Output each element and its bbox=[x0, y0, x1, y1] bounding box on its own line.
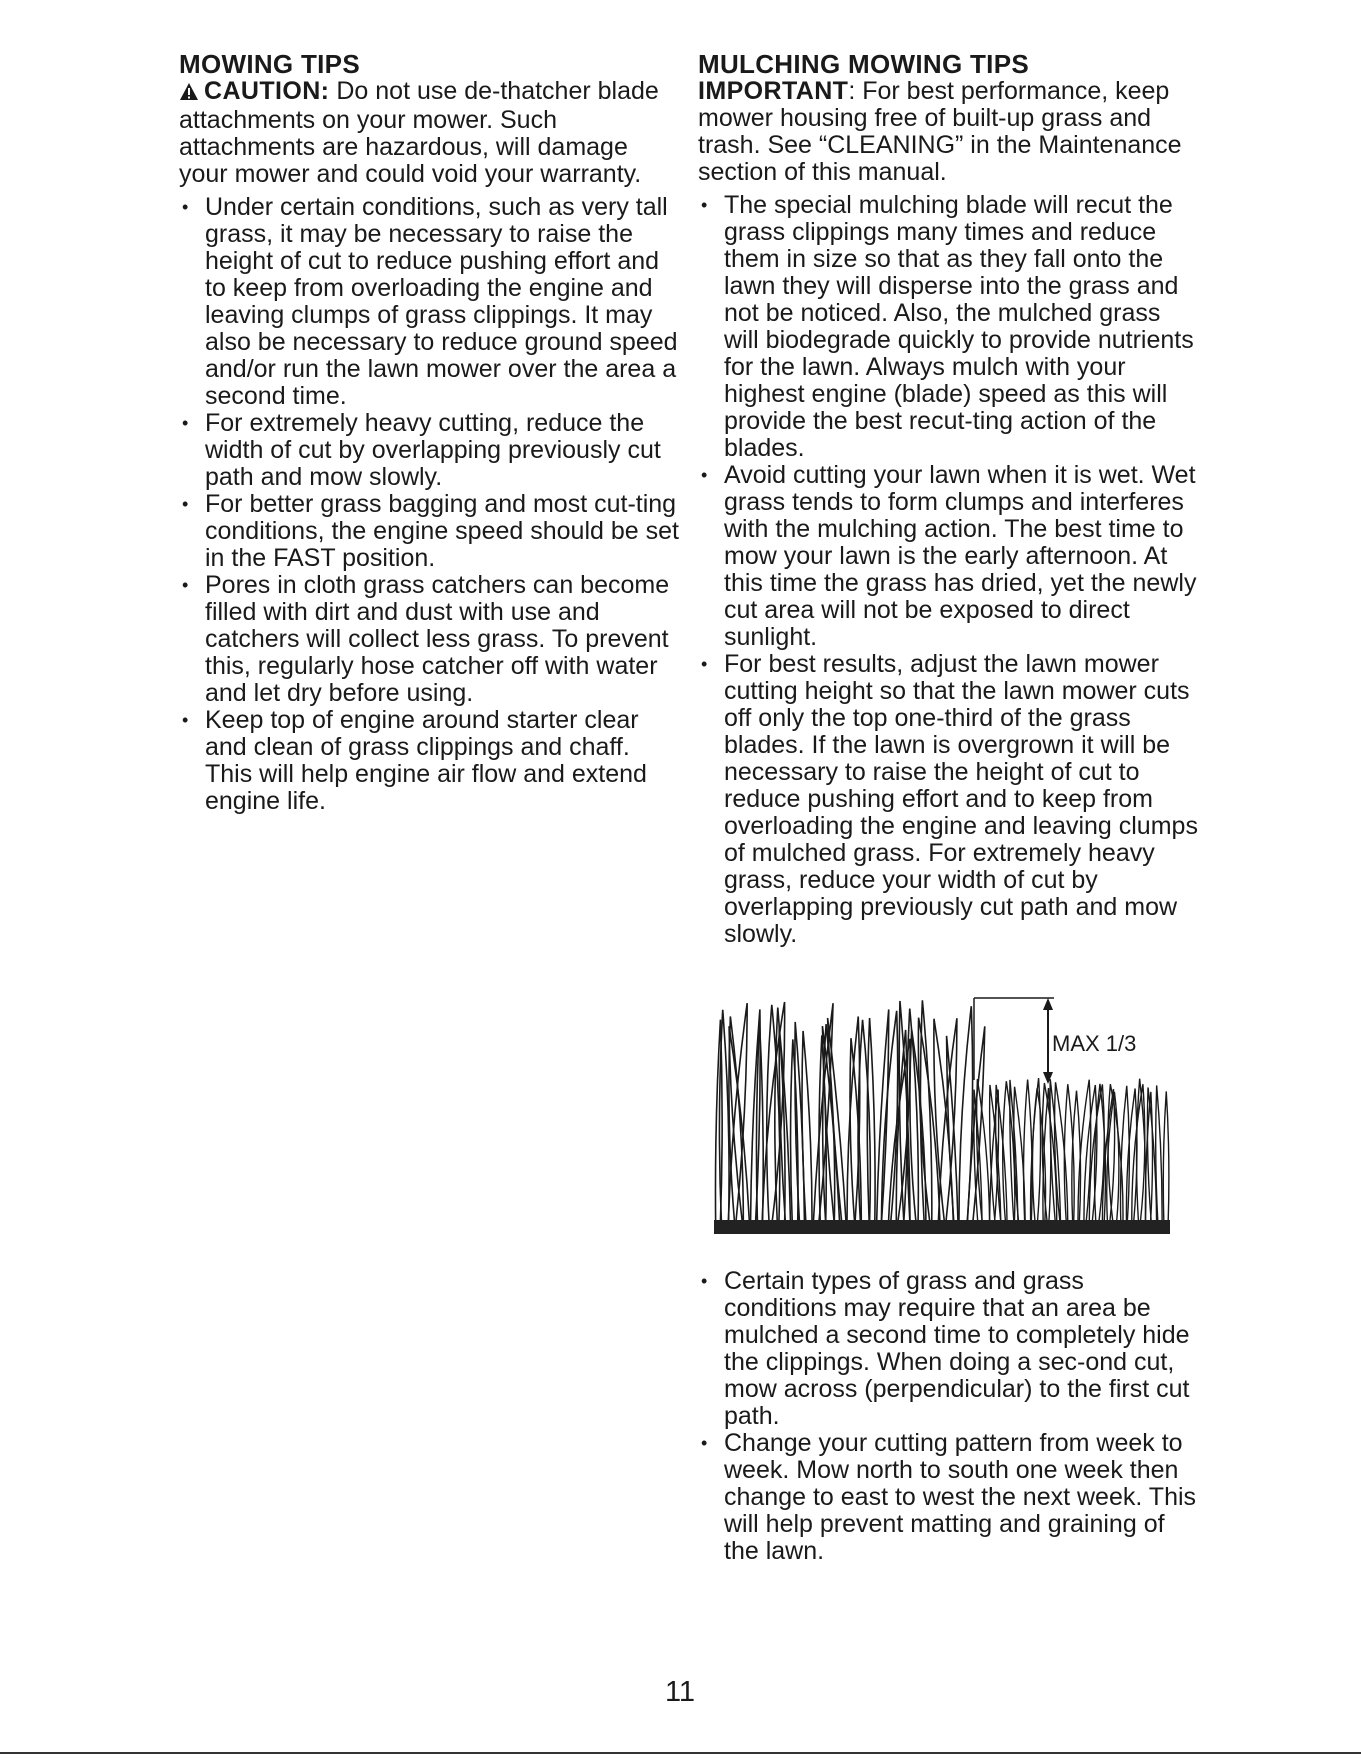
right-column-continued bbox=[698, 1268, 1198, 1565]
bullet-icon: • bbox=[701, 1433, 708, 1453]
max-one-third-label: MAX 1/3 bbox=[1052, 1031, 1137, 1056]
mowing-tips-list bbox=[179, 194, 679, 815]
mulching-tips-list-continued bbox=[698, 1268, 1198, 1565]
list-item: • For extremely heavy cutting, reduce the width of cut by overlapping previously cut path and mow slowly. bbox=[182, 409, 661, 491]
grass-illustration-svg bbox=[712, 992, 1172, 1237]
bullet-icon: • bbox=[701, 465, 708, 485]
grass-blade bbox=[762, 1002, 785, 1224]
grass-blade bbox=[1156, 1085, 1162, 1224]
list-item: • For best results, adjust the lawn mower cutting height so that the lawn mower cuts off only the top one-third of the grass blades. If the lawn is overgrown it will be necessary to raise the height of cut to reduce pushing effort and to keep from overloading the engine and leaving clumps of mulched grass. For extremely heavy grass, reduce your width of cut by overlapping previously cut path and mow slowly. bbox=[701, 650, 1198, 948]
mowing-tips-title: MOWING TIPS bbox=[179, 49, 360, 79]
bullet-icon: • bbox=[182, 710, 189, 730]
caution-text: Do not use de-thatcher blade attachments on your mower. Such attachments are hazardous, will damage your mower and could void your warranty. bbox=[179, 77, 659, 188]
arrow-down-icon bbox=[1043, 1072, 1053, 1084]
grass-blade bbox=[828, 1018, 847, 1224]
important-paragraph bbox=[698, 78, 1198, 186]
bullet-icon: • bbox=[701, 195, 708, 215]
list-item: • The special mulching blade will recut the grass clippings many times and reduce them in size so that as they fall onto the lawn they will disperse into the grass and not be noticed. Also, the mulched grass will biodegrade quickly to provide nutrients for the lawn. Always mulch with your highest engine (blade) speed as this will provide the best recut-ting action of the blades. bbox=[701, 191, 1194, 462]
list-item: • Avoid cutting your lawn when it is wet. Wet grass tends to form clumps and interferes with the mulching action. The best time to mow your lawn is the early afternoon. At this time the grass has dried, yet the newly cut area will not be exposed to direct sunlight. bbox=[701, 461, 1197, 651]
tall-grass-blades bbox=[715, 1000, 984, 1224]
grass-blade bbox=[719, 1010, 729, 1224]
warning-triangle-icon bbox=[179, 80, 199, 107]
caution-label: CAUTION: bbox=[204, 77, 330, 105]
grass-blade bbox=[934, 1019, 953, 1224]
list-item: • Under certain conditions, such as very tall grass, it may be necessary to raise the height of cut to reduce pushing effort and to keep from overloading the engine and leaving clumps of grass clippings. It may also be necessary to reduce ground speed and/or run the lawn mower over the area a second time. bbox=[182, 193, 678, 410]
list-item: • Certain types of grass and grass conditions may require that an area be mulched a second time to completely hide the clippings. When doing a sec-ond cut, mow across (perpendicular) to the first cut path. bbox=[701, 1267, 1190, 1430]
bullet-icon: • bbox=[182, 413, 189, 433]
short-grass-blades bbox=[974, 1078, 1169, 1224]
important-label: IMPORTANT bbox=[698, 77, 849, 105]
grass-base bbox=[714, 1220, 1170, 1234]
important-text: : For best performance, keep mower housing free of built-up grass and trash. See “CLEANING” in the Maintenance section of this manual. bbox=[698, 77, 1182, 186]
mulching-tips-title: MULCHING MOWING TIPS bbox=[698, 49, 1029, 79]
bullet-icon: • bbox=[182, 575, 189, 595]
right-column bbox=[698, 50, 1198, 948]
list-item: • For better grass bagging and most cut-ting conditions, the engine speed should be set in the FAST position. bbox=[182, 490, 679, 572]
list-item: • Pores in cloth grass catchers can become filled with dirt and dust with use and catchers will collect less grass. To prevent this, regularly hose catcher off with water and let dry before using. bbox=[182, 571, 670, 707]
list-item: • Keep top of engine around starter clear and clean of grass clippings and chaff. This will help engine air flow and extend engine life. bbox=[182, 706, 647, 815]
bottom-rule bbox=[0, 1752, 1361, 1754]
page-number: 11 bbox=[664, 1676, 696, 1708]
grass-blade bbox=[959, 1006, 973, 1224]
grass-blade bbox=[1163, 1091, 1169, 1224]
mulching-tips-list bbox=[698, 192, 1198, 948]
grass-blade bbox=[767, 1005, 780, 1224]
bullet-icon: • bbox=[182, 197, 189, 217]
arrow-up-icon bbox=[1043, 998, 1053, 1010]
list-item: • Change your cutting pattern from week to week. Mow north to south one week then change to east to west the next week. This will help prevent matting and graining of the lawn. bbox=[701, 1429, 1197, 1565]
bullet-icon: • bbox=[182, 494, 189, 514]
grass-cut-height-illustration bbox=[712, 992, 1172, 1237]
grass-blade bbox=[867, 1018, 875, 1224]
bullet-icon: • bbox=[701, 1271, 708, 1291]
left-column bbox=[179, 50, 679, 815]
bullet-icon: • bbox=[701, 654, 708, 674]
caution-paragraph bbox=[179, 78, 679, 188]
